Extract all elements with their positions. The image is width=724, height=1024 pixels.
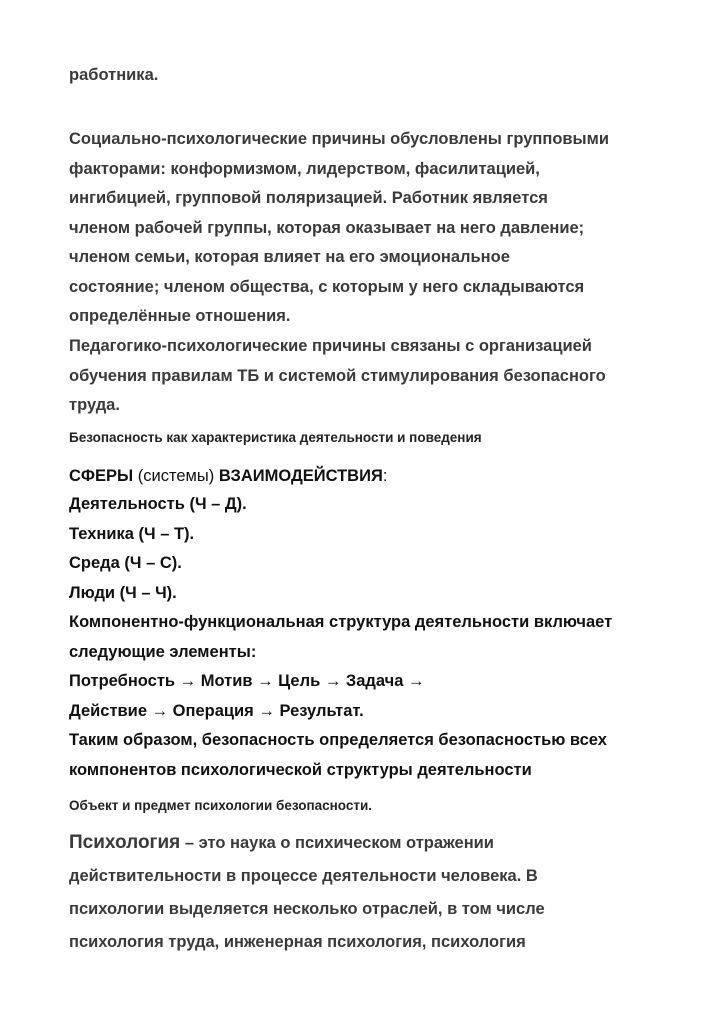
psychology-term: Психология (69, 832, 181, 853)
pedagogical-paragraph (69, 332, 606, 421)
social-paragraph (69, 125, 609, 332)
paragraph-line: Педагогико-психологические причины связаны с организацией (69, 337, 592, 355)
paragraph-line: психология труда, инженерная психология, психология (69, 933, 526, 951)
sphere-item: Техника (Ч – Т). (69, 524, 195, 543)
paragraph-line: Компонентно-функциональная структура деятельности включает (69, 613, 613, 631)
paragraph-line: психологии выделяется несколько отраслей, в том числе (69, 900, 545, 918)
paragraph-line: следующие элементы: (69, 642, 257, 661)
top-fragment: работника. (69, 66, 159, 84)
spheres-block (69, 462, 387, 608)
sphere-item: Деятельность (Ч – Д). (69, 495, 247, 513)
structure-paragraph (69, 608, 612, 785)
spheres-title-colon: : (382, 467, 388, 485)
paragraph-line: состояние; членом общества, с которым у него складываются (69, 277, 585, 296)
paragraph-line: Потребность → Мотив → Цель → Задача → (69, 672, 425, 690)
section-heading: Объект и предмет психологии безопасности. (69, 798, 373, 813)
spheres-title-part: (системы) (133, 467, 219, 485)
section-heading: Безопасность как характеристика деятельности и поведения (69, 430, 482, 445)
paragraph-line: Таким образом, безопасность определяется безопасностью всех (69, 731, 607, 749)
paragraph-line: факторами: конформизмом, лидерством, фасилитацией, (69, 159, 540, 178)
paragraph-line: труда. (69, 396, 120, 414)
spheres-title-part: ВЗАИМОДЕЙСТВИЯ (218, 467, 383, 485)
paragraph-line: Социально-психологические причины обусловлены групповыми (69, 130, 609, 148)
paragraph-line: определённые отношения. (69, 307, 291, 325)
paragraph-line: обучения правилам ТБ и системой стимулирования безопасного (69, 366, 606, 385)
paragraph-line: членом семьи, которая влияет на его эмоциональное (69, 248, 510, 266)
paragraph-line: Действие → Операция → Результат. (69, 701, 364, 720)
paragraph-line (69, 826, 545, 860)
paragraph-line: членом рабочей группы, которая оказывает на него давление; (69, 218, 585, 237)
psychology-definition-start: – это наука о психическом отражении (180, 834, 494, 852)
psychology-paragraph (69, 826, 545, 959)
sphere-item: Среда (Ч – С). (69, 554, 182, 572)
spheres-title-part: СФЕРЫ (69, 467, 134, 485)
paragraph-line: компонентов психологической структуры деятельности (69, 760, 532, 779)
paragraph-line: ингибицией, групповой поляризацией. Работник является (69, 189, 548, 207)
paragraph-line: действительности в процессе деятельности человека. В (69, 867, 538, 885)
sphere-item: Люди (Ч – Ч). (69, 583, 177, 602)
spheres-title (69, 462, 387, 490)
